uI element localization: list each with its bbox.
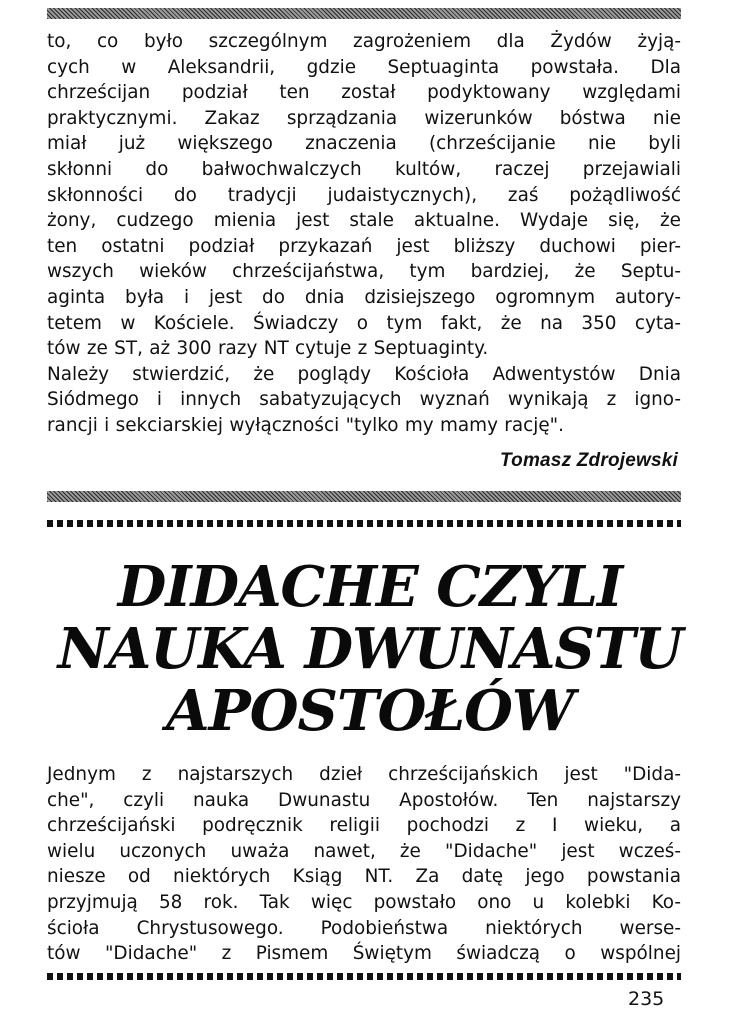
- mid-hatched-rule: [47, 491, 681, 502]
- text-line: to, co było szczególnym zagrożeniem dla Żydów żyją-: [47, 31, 681, 52]
- top-hatched-rule: [47, 8, 681, 19]
- text-line: żony, cudzego mienia jest stale aktualne. Wydaje się, że: [47, 210, 681, 232]
- text-line: tów "Didache" z Pismem Świętym świadczą o wspólnej: [47, 943, 681, 965]
- text-line: miał już większego znaczenia (chrześcijanie nie byli: [47, 133, 681, 155]
- text-line: skłonności do tradycji judaistycznych), zaś pożądliwość: [47, 184, 681, 206]
- title-line: NAUKA DWUNASTU: [57, 616, 683, 682]
- text-line: ten ostatni podział przykazań jest bliższy duchowi pier-: [47, 235, 681, 257]
- title-top-dotted-rule: [47, 520, 681, 527]
- text-line: tetem w Kościele. Świadczy o tym fakt, że na 350 cyta-: [47, 312, 681, 334]
- text-line: skłonni do bałwochwalczych kultów, raczej przejawiali: [47, 158, 681, 180]
- bottom-dotted-rule: [47, 973, 681, 980]
- text-line: rancji i sekciarskiej wyłączności "tylko my mamy rację".: [47, 414, 564, 436]
- text-line: chrześcijan podział ten został podyktowany względami: [47, 82, 681, 104]
- text-line: Jednym z najstarszych dzieł chrześcijańskich jest "Dida-: [47, 764, 681, 785]
- text-line: wielu uczonych uważa nawet, że "Didache" jest wcześ-: [47, 840, 681, 862]
- page-number: 235: [628, 988, 665, 1010]
- text-line: tów ze ST, aż 300 razy NT cytuje z Septuaginty.: [47, 338, 489, 360]
- text-line: aginta była i jest do dnia dzisiejszego ogromnym autory-: [47, 286, 681, 308]
- author-signature: Tomasz Zdrojewski: [500, 450, 678, 471]
- text-line: cych w Aleksandrii, gdzie Septuaginta powstała. Dla: [47, 56, 681, 78]
- text-line: niesze od niektórych Ksiąg NT. Za datę jego powstania: [47, 866, 681, 888]
- article-title: [40, 556, 700, 742]
- text-line: chrześcijański podręcznik religii pochodzi z I wieku, a: [47, 815, 681, 837]
- text-line: ścioła Chrystusowego. Podobieństwa niektórych werse-: [47, 917, 681, 939]
- text-line: przyjmują 58 rok. Tak więc powstało ono u kolebki Ko-: [47, 891, 681, 913]
- text-line: Należy stwierdzić, że poglądy Kościoła Adwentystów Dnia: [47, 363, 681, 385]
- title-line: DIDACHE CZYLI: [117, 554, 623, 620]
- upper-article-text: [47, 29, 681, 439]
- new-article-text: [47, 762, 681, 967]
- text-line: praktycznymi. Zakaz sprządzania wizerunków bóstwa nie: [47, 107, 681, 129]
- title-line: APOSTOŁÓW: [166, 678, 574, 744]
- text-line: Siódmego i innych sabatyzujących wyznań wynikają z igno-: [47, 389, 681, 411]
- text-line: che", czyli nauka Dwunastu Apostołów. Ten najstarszy: [47, 789, 681, 811]
- text-line: wszych wieków chrześcijaństwa, tym bardziej, że Septu-: [47, 261, 681, 283]
